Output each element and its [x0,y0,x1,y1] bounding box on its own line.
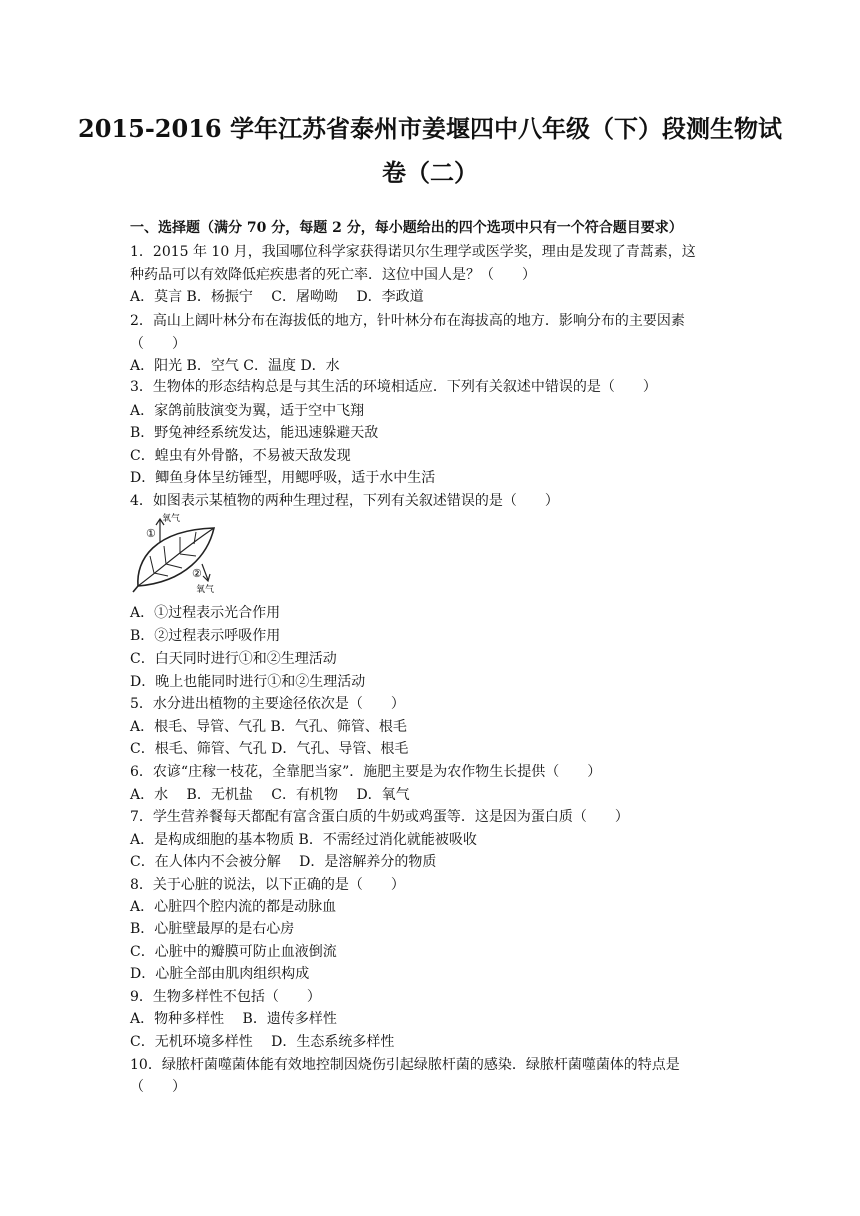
question-line: B．心脏壁最厚的是右心房 [130,921,295,937]
question-line: A．是构成细胞的基本物质 B．不需经过消化就能被吸收 [130,832,477,848]
question-line: A．家鸽前肢演变为翼，适于空中飞翔 [130,403,365,419]
question-line: C．蝗虫有外骨骼，不易被天敌发现 [130,448,351,464]
question-line: 2．高山上阔叶林分布在海拔低的地方，针叶林分布在海拔高的地方．影响分布的主要因素 [130,313,685,329]
marker-1: ① [146,527,156,540]
question-line: （ ） [130,336,186,352]
question-line: C．在人体内不会被分解 D．是溶解养分的物质 [130,854,437,870]
marker-2: ② [192,567,202,580]
question-line: D．晚上也能同时进行①和②生理活动 [130,674,366,690]
question-line: C．心脏中的瓣膜可防止血液倒流 [130,944,337,960]
question-line: 4．如图表示某植物的两种生理过程，下列有关叙述错误的是（ ） [130,493,559,509]
question-line: 7．学生营养餐每天都配有富含蛋白质的牛奶或鸡蛋等．这是因为蛋白质（ ） [130,809,629,825]
question-line: C．无机环境多样性 D．生态系统多样性 [130,1034,395,1050]
question-line: B．野兔神经系统发达，能迅速躲避天敌 [130,425,379,441]
question-line: 3．生物体的形态结构总是与其生活的环境相适应．下列有关叙述中错误的是（ ） [130,379,657,395]
question-line: 10．绿脓杆菌噬菌体能有效地控制因烧伤引起绿脓杆菌的感染．绿脓杆菌噬菌体的特点是 [130,1057,680,1073]
question-line: A．①过程表示光合作用 [130,605,281,621]
exam-title-line-2: 卷（二） [382,158,478,187]
label-oxygen-bottom: 氧气 [196,585,215,594]
question-line: 种药品可以有效降低疟疾患者的死亡率．这位中国人是？（ ） [130,267,536,283]
question-line: 5．水分进出植物的主要途径依次是（ ） [130,696,405,712]
question-line: A．水 B．无机盐 C．有机物 D．氧气 [130,787,410,803]
question-line: A．物种多样性 B．遗传多样性 [130,1011,337,1027]
label-oxygen-top: 氧气 [162,514,181,524]
question-line: D．鲫鱼身体呈纺锤型，用鳃呼吸，适于水中生活 [130,470,436,486]
question-line: C．白天同时进行①和②生理活动 [130,651,337,667]
question-line: A．根毛、导管、气孔 B．气孔、筛管、根毛 [130,719,407,735]
question-line: 6．农谚“庄稼一枝花，全靠肥当家”．施肥主要是为农作物生长提供（ ） [130,764,602,780]
leaf-diagram [132,510,218,594]
exam-title-line-1: 2015-2016 学年江苏省泰州市姜堰四中八年级（下）段测生物试 [78,114,782,143]
question-line: A．莫言 B．杨振宁 C．屠呦呦 D．李政道 [130,289,424,305]
question-line: A．心脏四个腔内流的都是动脉血 [130,899,337,915]
question-line: 1．2015 年 10 月，我国哪位科学家获得诺贝尔生理学或医学奖，理由是发现了青蒿素，这 [130,244,696,260]
question-line: 9．生物多样性不包括（ ） [130,989,321,1005]
question-line: C．根毛、筛管、气孔 D．气孔、导管、根毛 [130,741,409,757]
question-line: D．心脏全部由肌肉组织构成 [130,966,310,982]
question-line: B．②过程表示呼吸作用 [130,628,281,644]
question-line: 8．关于心脏的说法，以下正确的是（ ） [130,877,405,893]
question-line: A．阳光 B．空气 C．温度 D．水 [130,358,340,374]
question-line: （ ） [130,1079,186,1095]
section-heading: 一、选择题（满分 70 分，每题 2 分，每小题给出的四个选项中只有一个符合题目要求） [130,220,683,236]
